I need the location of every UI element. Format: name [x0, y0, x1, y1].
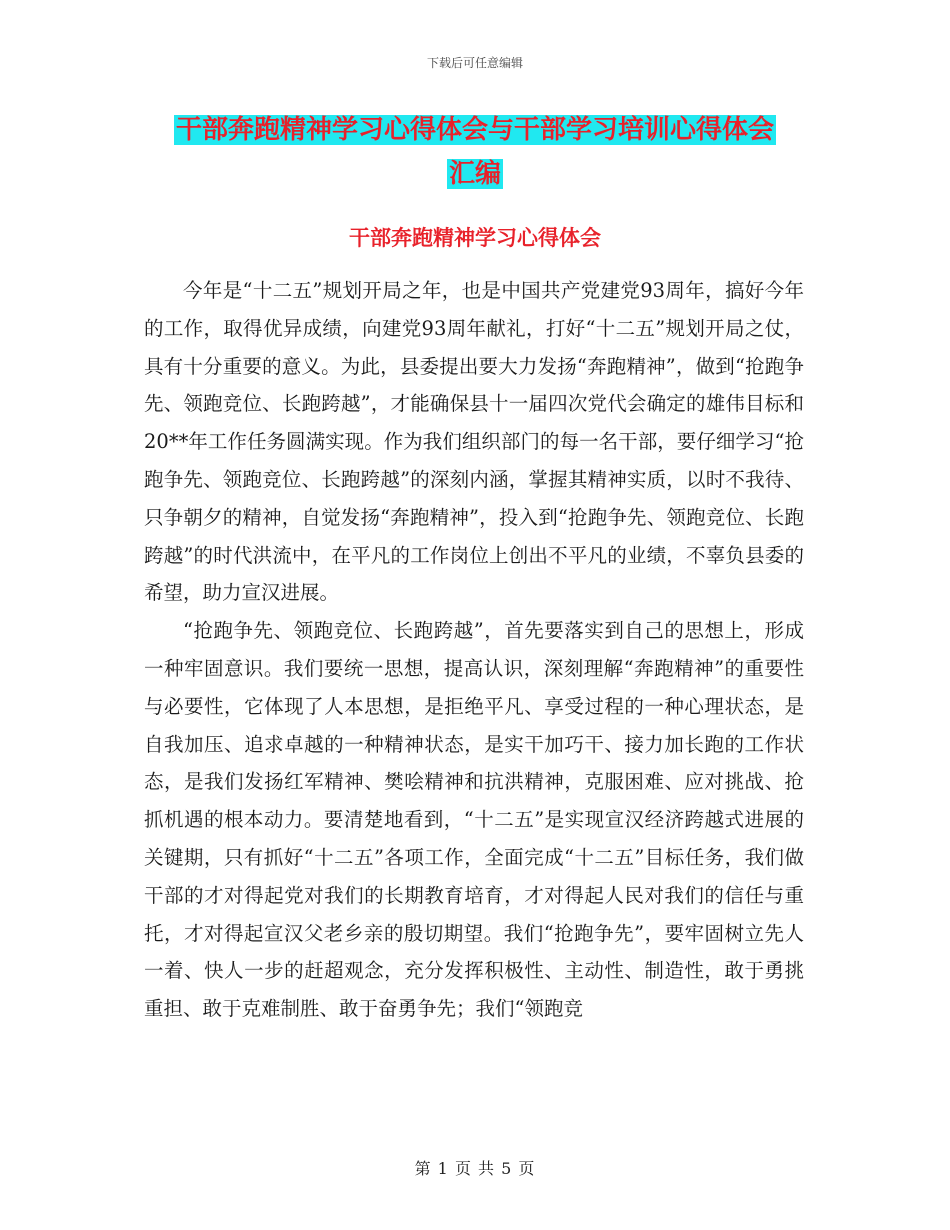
header-note: 下载后可任意编辑: [426, 56, 523, 70]
paragraph: “抢跑争先、领跑竞位、长跑跨越”，首先要落实到自己的思想上，形成一种牢固意识。我们要统一思想，提高认识，深刻理解“奔跑精神”的重要性与必要性，它体现了人本思想，是拒绝平凡、享受过程的一种心理状态，是自我加压、追求卓越的一种精神状态，是实干加巧干、接力加长跑的工作状态，是我们发扬红军精神、樊哙精神和抗洪精神，克服困难、应对挑战、抢抓机遇的根本动力。要清楚地看到，“十二五”是实现宣汉经济跨越式进展的关键期，只有抓好“十二五”各项工作，全面完成“十二五”目标任务，我们做干部的才对得起党对我们的长期教育培育，才对得起人民对我们的信任与重托，才对得起宣汉父老乡亲的殷切期望。我们“抢跑争先”，要牢固树立先人一着、快人一步的赶超观念，充分发挥积极性、主动性、制造性，敢于勇挑重担、敢于克难制胜、敢于奋勇争先；我们“领跑竞: [144, 619, 804, 1021]
title-line-1: 干部奔跑精神学习心得体会与干部学习培训心得体会: [175, 115, 774, 145]
page-footer: 第 1 页 共 5 页: [414, 1159, 536, 1178]
body-text: [144, 272, 804, 1028]
paragraph: 今年是“十二五”规划开局之年，也是中国共产党建党93周年，搞好今年的工作，取得优异成绩，向建党93周年献礼，打好“十二五”规划开局之仗，具有十分重要的意义。为此，县委提出要大力发扬“奔跑精神”，做到“抢跑争先、领跑竞位、长跑跨越”，才能确保县十一届四次党代会确定的雄伟目标和20**年工作任务圆满实现。作为我们组织部门的每一名干部，要仔细学习“抢跑争先、领跑竞位、长跑跨越”的深刻内涵，掌握其精神实质，以时不我待、只争朝夕的精神，自觉发扬“奔跑精神”，投入到“抢跑争先、领跑竞位、长跑跨越”的时代洪流中，在平凡的工作岗位上创出不平凡的业绩，不辜负县委的希望，助力宣汉进展。: [144, 279, 804, 605]
document-title: [140, 108, 810, 196]
title-line-2: 汇编: [448, 159, 501, 189]
section-title: 干部奔跑精神学习心得体会: [349, 226, 601, 250]
